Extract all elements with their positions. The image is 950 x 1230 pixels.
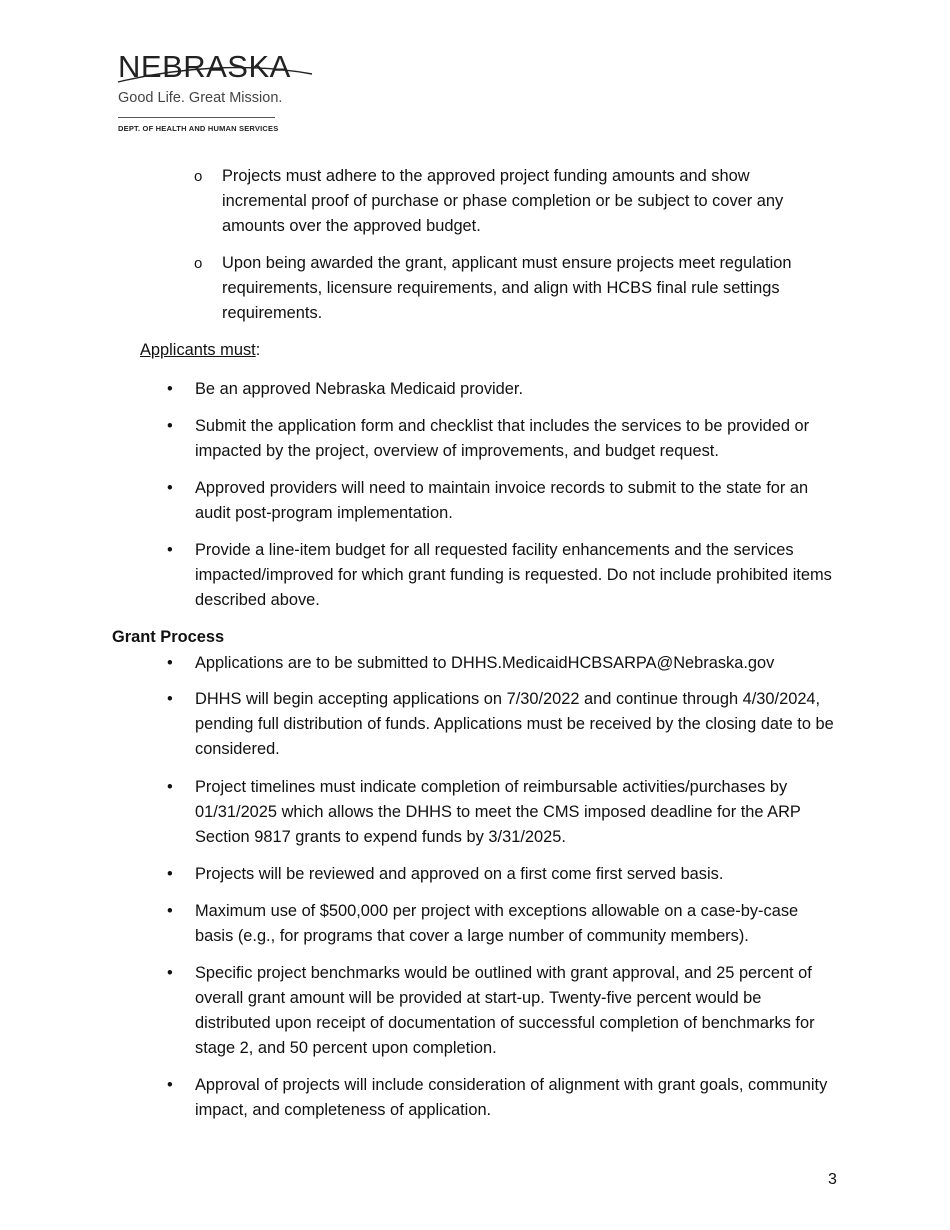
list-item xyxy=(194,164,834,239)
grant-process-heading: Grant Process xyxy=(112,628,225,646)
circle-bullet-icon: o xyxy=(194,168,203,185)
list-item-text: Applications are to be submitted to DHHS.MedicaidHCBSARPA@Nebraska.gov xyxy=(195,654,775,672)
list-item xyxy=(194,251,834,326)
logo-wordmark-text: NEBRASKA xyxy=(118,49,291,84)
bullet-icon: • xyxy=(167,1076,173,1094)
bullet-icon: • xyxy=(167,479,173,497)
list-item-text: Maximum use of $500,000 per project with exceptions allowable on a case-by-case basis (e.g., for programs that cover a large number of community members). xyxy=(195,902,799,945)
list-item xyxy=(167,476,835,526)
list-item xyxy=(167,862,835,887)
list-item-text: Provide a line-item budget for all requested facility enhancements and the services impacted/improved for which grant funding is requested. Do not include prohibited items described above. xyxy=(195,541,832,609)
list-item xyxy=(167,414,835,464)
list-item xyxy=(167,651,835,676)
list-item-text: Be an approved Nebraska Medicaid provider. xyxy=(195,380,524,398)
applicants-heading xyxy=(140,338,260,363)
bullet-icon: • xyxy=(167,865,173,883)
bullet-icon: • xyxy=(167,778,173,796)
list-item-text: DHHS will begin accepting applications on 7/30/2022 and continue through 4/30/2024, pending full distribution of funds. Applications must be received by the closing date to be considered. xyxy=(195,690,834,758)
applicants-heading-text: Applicants must xyxy=(140,341,256,359)
list-item-text: Approval of projects will include consideration of alignment with grant goals, community impact, and completeness of application. xyxy=(195,1076,828,1119)
list-item-text: Projects must adhere to the approved project funding amounts and show incremental proof of purchase or phase completion or be subject to cover any amounts over the approved budget. xyxy=(222,167,784,235)
applicants-heading-colon: : xyxy=(255,341,261,359)
circle-bullet-icon: o xyxy=(194,255,203,272)
bullet-icon: • xyxy=(167,541,173,559)
logo-department: DEPT. OF HEALTH AND HUMAN SERVICES xyxy=(118,124,279,133)
bullet-icon: • xyxy=(167,964,173,982)
list-item xyxy=(167,377,835,402)
logo-divider xyxy=(118,117,275,118)
list-item xyxy=(167,538,835,613)
bullet-icon: • xyxy=(167,380,173,398)
list-item-text: Approved providers will need to maintain invoice records to submit to the state for an audit post-program implementation. xyxy=(195,479,809,522)
list-item-text: Projects will be reviewed and approved on a first come first served basis. xyxy=(195,865,724,883)
list-item xyxy=(167,961,835,1061)
list-item-text: Specific project benchmarks would be outlined with grant approval, and 25 percent of overall grant amount will be provided at start-up. Twenty-five percent would be distributed upon receipt of documentation of successful completion of benchmarks for stage 2, and 50 percent upon completion. xyxy=(195,964,815,1057)
nebraska-dhhs-logo xyxy=(118,50,318,133)
bullet-icon: • xyxy=(167,690,173,708)
list-item xyxy=(167,899,835,949)
list-item-text: Project timelines must indicate completion of reimbursable activities/purchases by 01/31/2025 which allows the DHHS to meet the CMS imposed deadline for the ARP Section 9817 grants to expend funds by 3/31/2025. xyxy=(195,778,801,846)
logo-swoosh-icon xyxy=(116,60,316,86)
bullet-icon: • xyxy=(167,654,173,672)
page-number: 3 xyxy=(828,1171,837,1188)
list-item xyxy=(167,775,835,850)
list-item xyxy=(167,687,835,762)
logo-tagline: Good Life. Great Mission. xyxy=(118,90,283,106)
bullet-icon: • xyxy=(167,417,173,435)
list-item-text: Upon being awarded the grant, applicant must ensure projects meet regulation requirements, licensure requirements, and align with HCBS final rule settings requirements. xyxy=(222,254,792,322)
list-item-text: Submit the application form and checklist that includes the services to be provided or impacted by the project, overview of improvements, and budget request. xyxy=(195,417,810,460)
list-item xyxy=(167,1073,835,1123)
bullet-icon: • xyxy=(167,902,173,920)
logo-wordmark xyxy=(118,50,291,84)
